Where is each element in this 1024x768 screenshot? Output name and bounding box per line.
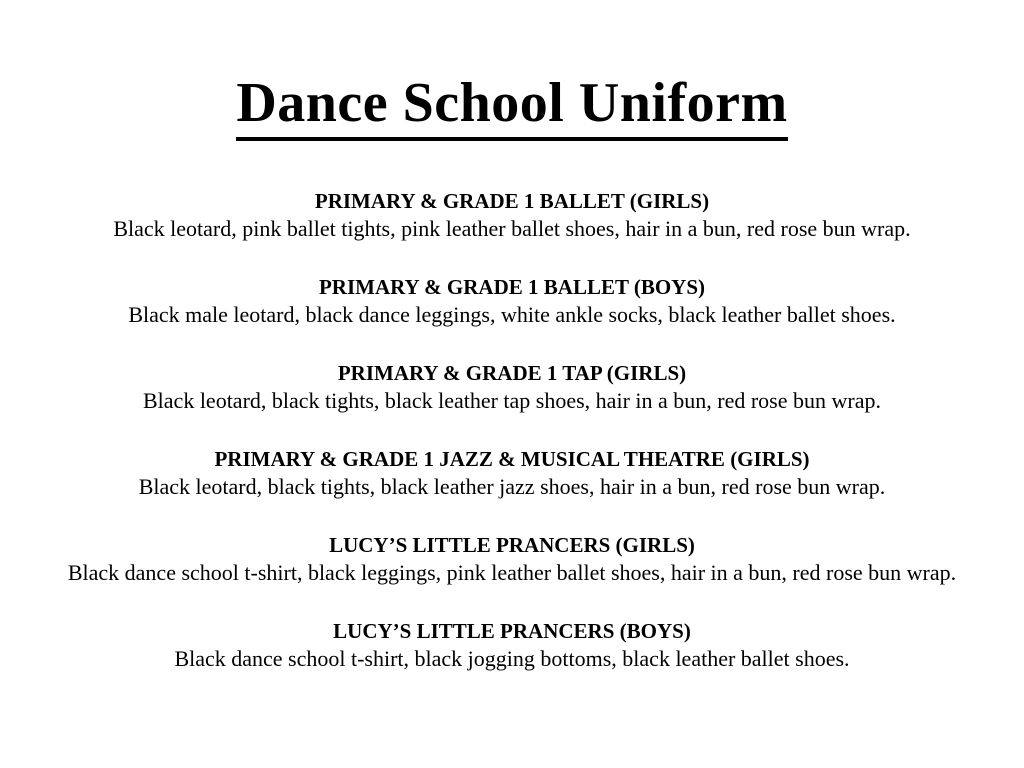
uniform-section [0, 617, 1024, 673]
section-heading: PRIMARY & GRADE 1 TAP (GIRLS) [337, 360, 687, 385]
section-heading: LUCY’S LITTLE PRANCERS (GIRLS) [329, 532, 695, 557]
section-body: Black male leotard, black dance leggings, white ankle socks, black leather ballet shoes. [128, 301, 896, 327]
section-body: Black leotard, black tights, black leather jazz shoes, hair in a bun, red rose bun wrap. [138, 473, 886, 499]
section-body: Black dance school t-shirt, black leggings, pink leather ballet shoes, hair in a bun, red rose bun wrap. [67, 559, 957, 585]
uniform-section [0, 531, 1024, 587]
uniform-sections [0, 187, 1024, 673]
uniform-section [0, 445, 1024, 501]
section-heading: PRIMARY & GRADE 1 BALLET (BOYS) [318, 274, 706, 299]
page-title: Dance School Uniform [236, 72, 787, 141]
section-heading: PRIMARY & GRADE 1 JAZZ & MUSICAL THEATRE (GIRLS) [214, 446, 810, 471]
uniform-section [0, 187, 1024, 243]
section-heading: PRIMARY & GRADE 1 BALLET (GIRLS) [314, 188, 710, 213]
section-heading: LUCY’S LITTLE PRANCERS (BOYS) [333, 618, 691, 643]
title-wrap [0, 72, 1024, 141]
uniform-section [0, 359, 1024, 415]
section-body: Black dance school t-shirt, black jogging bottoms, black leather ballet shoes. [174, 645, 850, 671]
uniform-section [0, 273, 1024, 329]
section-body: Black leotard, pink ballet tights, pink leather ballet shoes, hair in a bun, red rose bun wrap. [113, 215, 911, 241]
section-body: Black leotard, black tights, black leather tap shoes, hair in a bun, red rose bun wrap. [143, 387, 881, 413]
